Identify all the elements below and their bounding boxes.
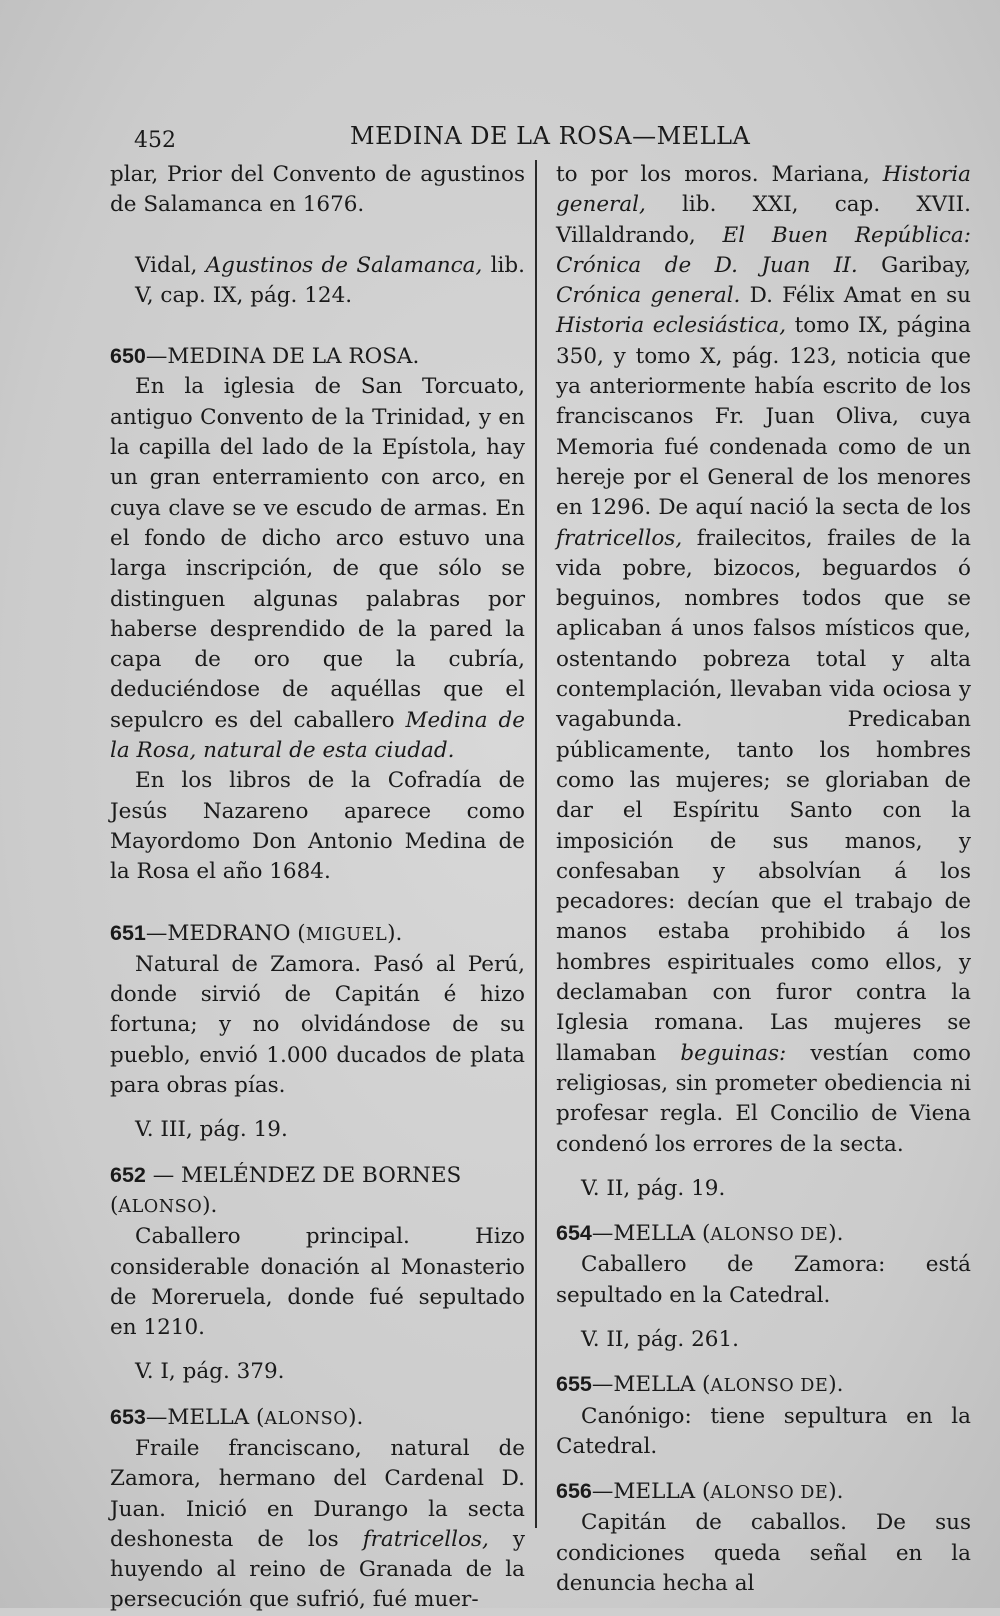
page-number: 452 <box>134 128 176 153</box>
entry-653-text: Fraile franciscano, natural de Zamora, hermano del Cardenal D. Juan. Inició en Durango la secta deshonesta de los fratricellos, y huyendo al reino de Granada de la persecución que sufrió, fué muer- <box>110 1435 526 1613</box>
entry-heading-655: 655—MELLA (ALONSO DE). <box>556 1372 844 1398</box>
entry-heading-651: 651—MEDRANO (MIGUEL). <box>110 920 403 946</box>
running-head: MEDINA DE LA ROSA—MELLA <box>350 122 751 150</box>
entry-654-text: Caballero de Zamora: está sepultado en la Catedral. <box>556 1252 971 1308</box>
entry-655-text: Canónigo: tiene sepultura en la Catedral. <box>556 1403 971 1459</box>
entry-652-reference: V. I, pág. 379. <box>135 1359 285 1385</box>
entry-heading-652: 652 — MELÉNDEZ DE BORNES (ALONSO). <box>110 1162 462 1218</box>
entry-650-paragraph-2: En los libros de la Cofradía de Jesús Nazareno aparece como Mayordomo Don Antonio Medina de la Rosa el año 1684. <box>110 768 525 885</box>
entry-656-text: Capitán de caballos. De sus condiciones queda señal en la denuncia hecha al <box>556 1510 971 1597</box>
entry-651-text: Natural de Zamora. Pasó al Perú, donde sirvió de Capitán é hizo fortuna; y no olvidándose de su pueblo, envió 1.000 ducados de plata para obras pías. <box>110 951 525 1099</box>
column-divider <box>535 160 537 1528</box>
continued-text: plar, Prior del Convento de agustinos de Salamanca en 1676. <box>110 162 525 218</box>
reference: Vidal, Agustinos de Salamanca, lib. V, cap. IX, pág. 124. <box>135 252 525 308</box>
entry-heading-653: 653—MELLA (ALONSO). <box>110 1404 364 1430</box>
right-column <box>556 160 971 1599</box>
entry-heading-654: 654—MELLA (ALONSO DE). <box>556 1221 844 1247</box>
entry-654-reference: V. II, pág. 261. <box>581 1326 739 1352</box>
entry-653-continued: to por los moros. Mariana, Historia general, lib. XXI, cap. XVII. Villaldrando, El Buen República: Crónica de D. Juan II. Garibay, Crónica general. D. Félix Amat en su Historia eclesiástica, tomo IX, página 350, y tomo X, pág. 123, noticia que ya anteriormente había escrito de los franciscanos Fr. Juan Oliva, cuya Memoria fué condenada como de un hereje por el General de los menores en 1296. De aquí nació la secta de los fratricellos, frailecitos, frailes de la vida pobre, bizocos, beguardos ó beguinos, nombres todos que se aplicaban á unos falsos místicos que, ostentando pobreza total y alta contemplación, llevaban vida ociosa y vagabunda. Predicaban públicamente, tanto los hombres como las mujeres; se gloriaban de dar el Espíritu Santo con la imposición de sus manos, y confesaban y absolvían á los pecadores: decían que el trabajo de manos estaba prohibido á los hombres espirituales como ellos, y declamaban con furor contra la Iglesia romana. Las mujeres se llamaban beguinas: vestían como religiosas, sin prometer obediencia ni profesar regla. El Concilio de Viena condenó los errores de la secta. <box>556 162 972 1157</box>
entry-650-paragraph: En la iglesia de San Torcuato, antiguo Convento de la Trinidad, y en la capilla del lado de la Epístola, hay un gran enterramiento con arco, en cuya clave se ve escudo de armas. En el fondo de dicho arco estuvo una larga inscripción, de que sólo se distinguen algunas palabras por haberse desprendido de la pared la capa de oro que la cubría, deduciéndose de aquéllas que el sepulcro es del caballero Medina de la Rosa, natural de esta ciudad. <box>110 374 525 764</box>
entry-651-reference: V. III, pág. 19. <box>135 1117 288 1143</box>
entry-652-text: Caballero principal. Hizo considerable donación al Monasterio de Moreruela, donde fué sepultado en 1210. <box>110 1224 525 1341</box>
page-header <box>0 118 1000 158</box>
entry-heading-656: 656—MELLA (ALONSO DE). <box>556 1479 844 1505</box>
entry-653-reference: V. II, pág. 19. <box>581 1175 726 1201</box>
left-column <box>110 160 525 1616</box>
entry-heading-650: 650—MEDINA DE LA ROSA. <box>110 344 420 370</box>
